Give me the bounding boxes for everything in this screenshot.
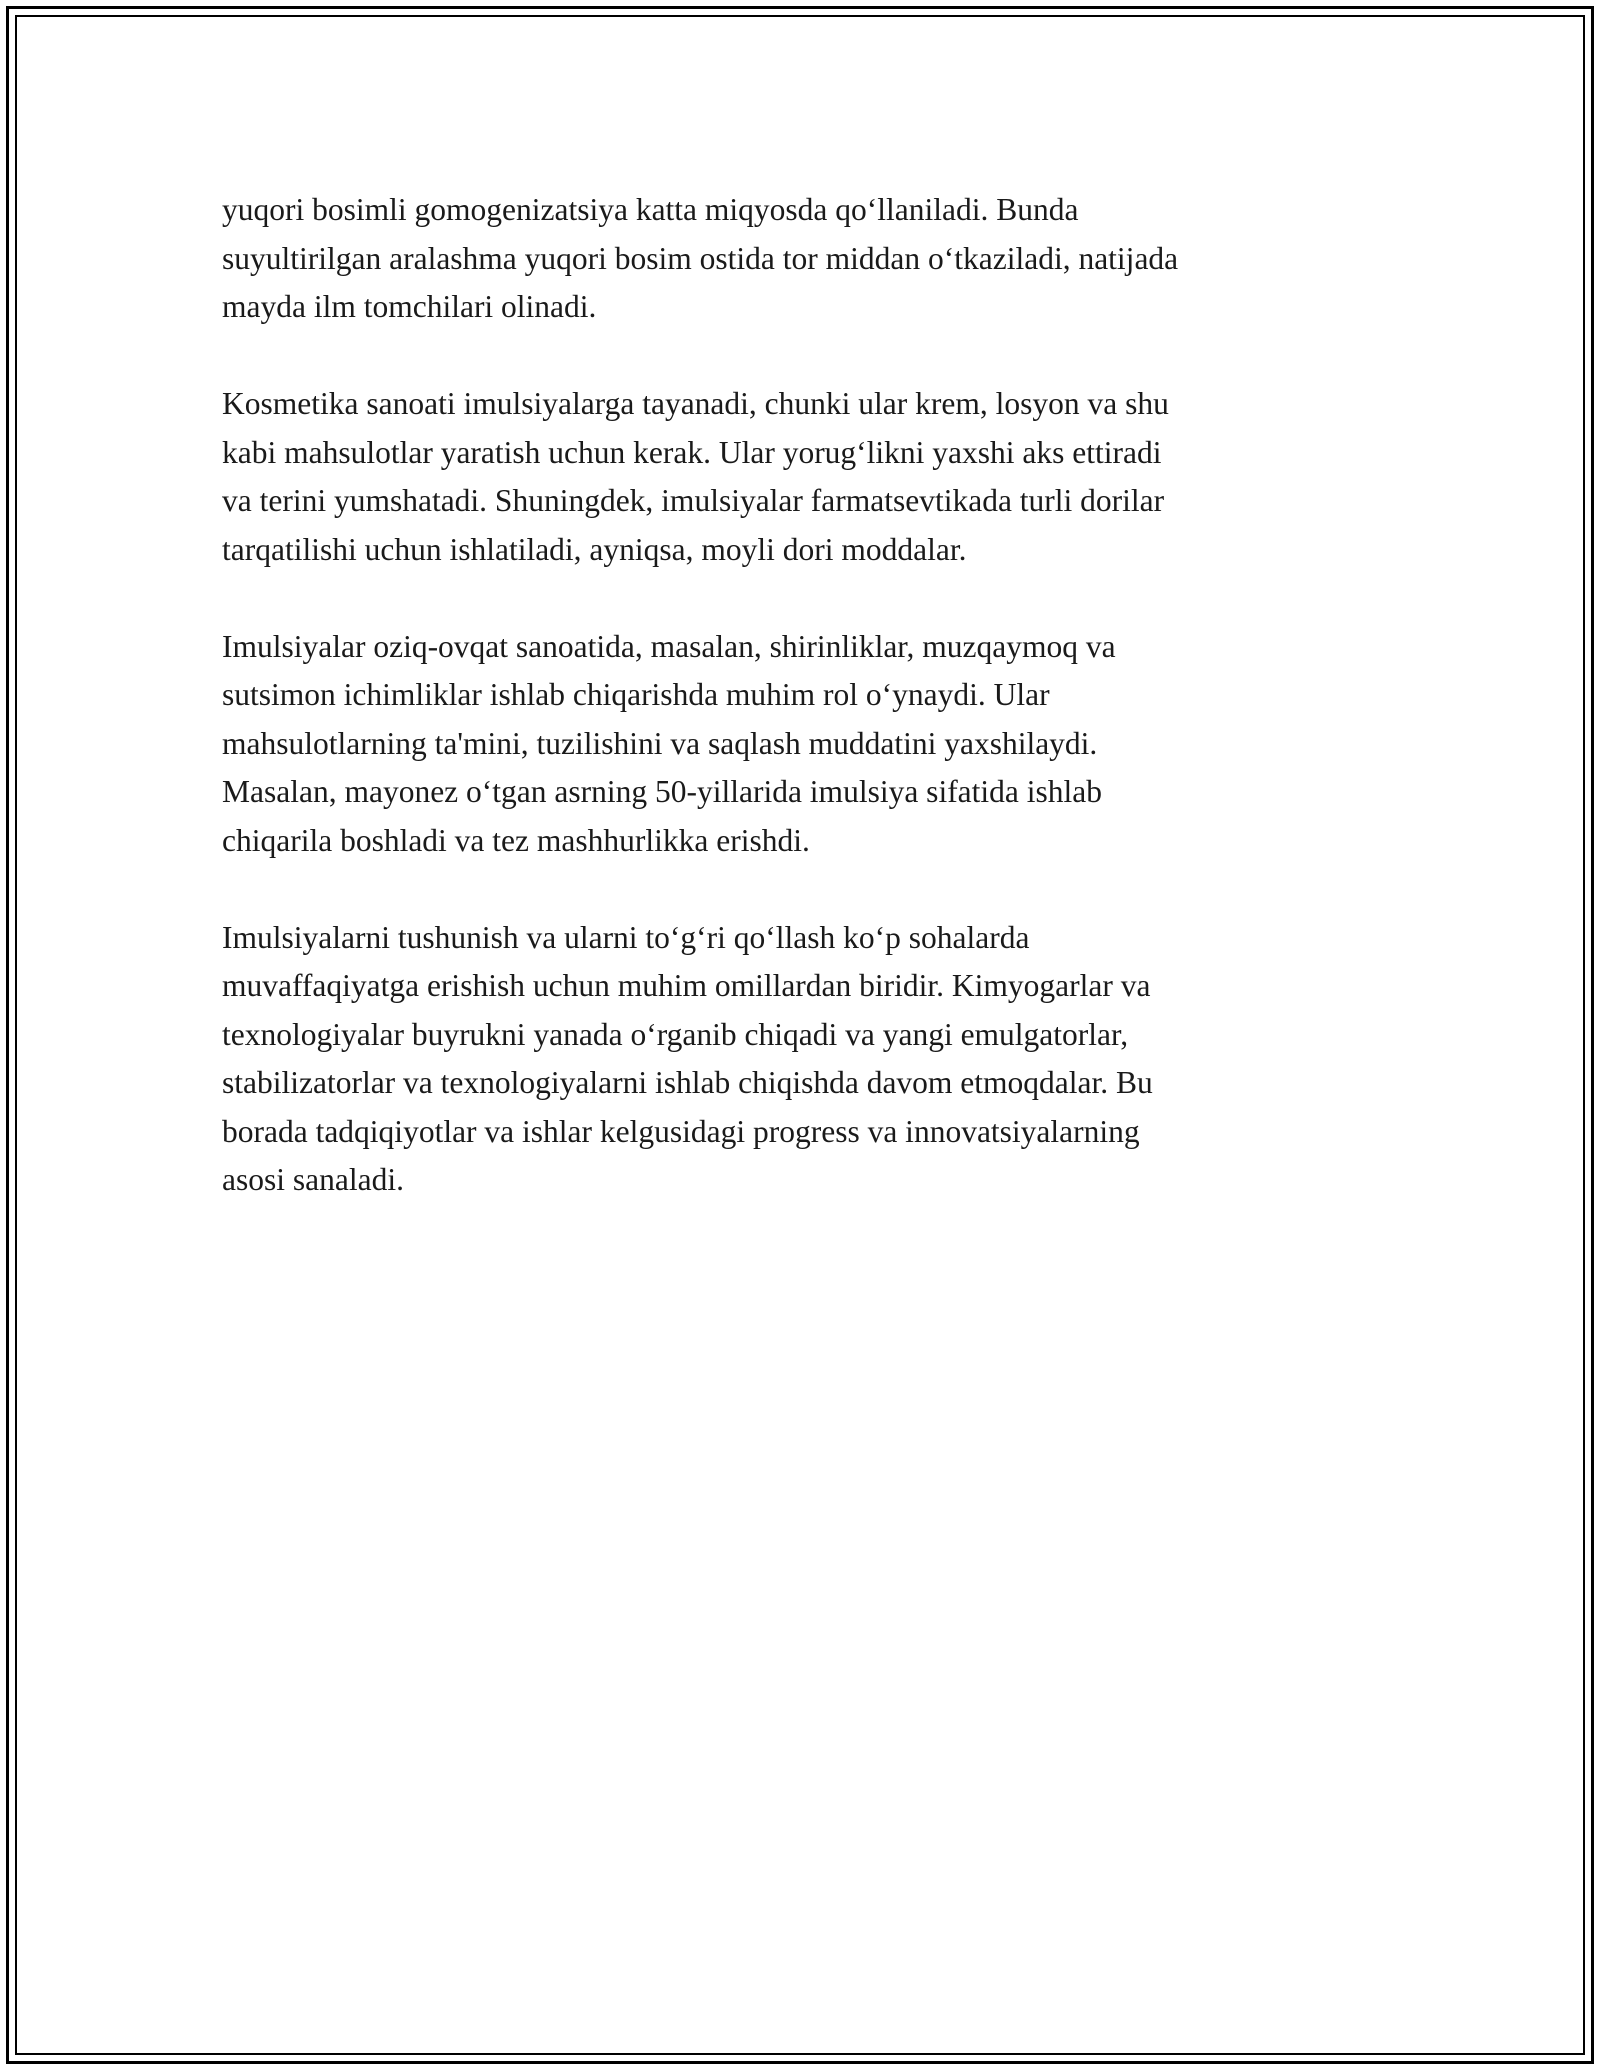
text-line: Imulsiyalar oziq-ovqat sanoatida, masalan, shirinliklar, muzqaymoq va — [222, 628, 1116, 664]
text-line: mahsulotlarning ta'mini, tuzilishini va saqlash muddatini yaxshilaydi. — [222, 725, 1098, 761]
text-line: suyultirilgan aralashma yuqori bosim ostida tor middan o‘tkaziladi, natijada — [222, 240, 1179, 276]
text-line: sutsimon ichimliklar ishlab chiqarishda muhim rol o‘ynaydi. Ular — [222, 677, 1050, 712]
paragraph-4 — [222, 914, 1362, 1205]
text-line: borada tadqiqiyotlar va ishlar kelgusidagi progress va innovatsiyalarning — [222, 1113, 1140, 1149]
text-line: asosi sanaladi. — [222, 1162, 404, 1197]
document-body — [222, 186, 1362, 1253]
text-line: tarqatilishi uchun ishlatiladi, ayniqsa, moyli dori moddalar. — [222, 531, 967, 567]
text-line: stabilizatorlar va texnologiyalarni ishlab chiqishda davom etmoqdalar. Bu — [222, 1065, 1153, 1100]
text-line: Imulsiyalarni tushunish va ularni to‘g‘ri qo‘llash ko‘p sohalarda — [222, 919, 1030, 955]
text-line: Masalan, mayonez o‘tgan asrning 50-yillarida imulsiya sifatida ishlab — [222, 774, 1103, 809]
text-line: Kosmetika sanoati imulsiyalarga tayanadi, chunki ular krem, losyon va shu — [222, 386, 1169, 421]
paragraph-3 — [222, 623, 1362, 866]
text-line: yuqori bosimli gomogenizatsiya katta miqyosda qo‘llaniladi. Bunda — [222, 192, 1079, 227]
text-line: kabi mahsulotlar yaratish uchun kerak. Ular yorug‘likni yaxshi aks ettiradi — [222, 434, 1162, 470]
paragraph-2 — [222, 380, 1362, 574]
text-line: texnologiyalar buyrukni yanada o‘rganib chiqadi va yangi emulgatorlar, — [222, 1016, 1129, 1052]
text-line: chiqarila boshladi va tez mashhurlikka erishdi. — [222, 822, 810, 858]
text-line: muvaffaqiyatga erishish uchun muhim omillardan biridir. Kimyogarlar va — [222, 968, 1151, 1003]
paragraph-1 — [222, 186, 1362, 332]
text-line: mayda ilm tomchilari olinadi. — [222, 289, 597, 324]
text-line: va terini yumshatadi. Shuningdek, imulsiyalar farmatsevtikada turli dorilar — [222, 483, 1165, 518]
